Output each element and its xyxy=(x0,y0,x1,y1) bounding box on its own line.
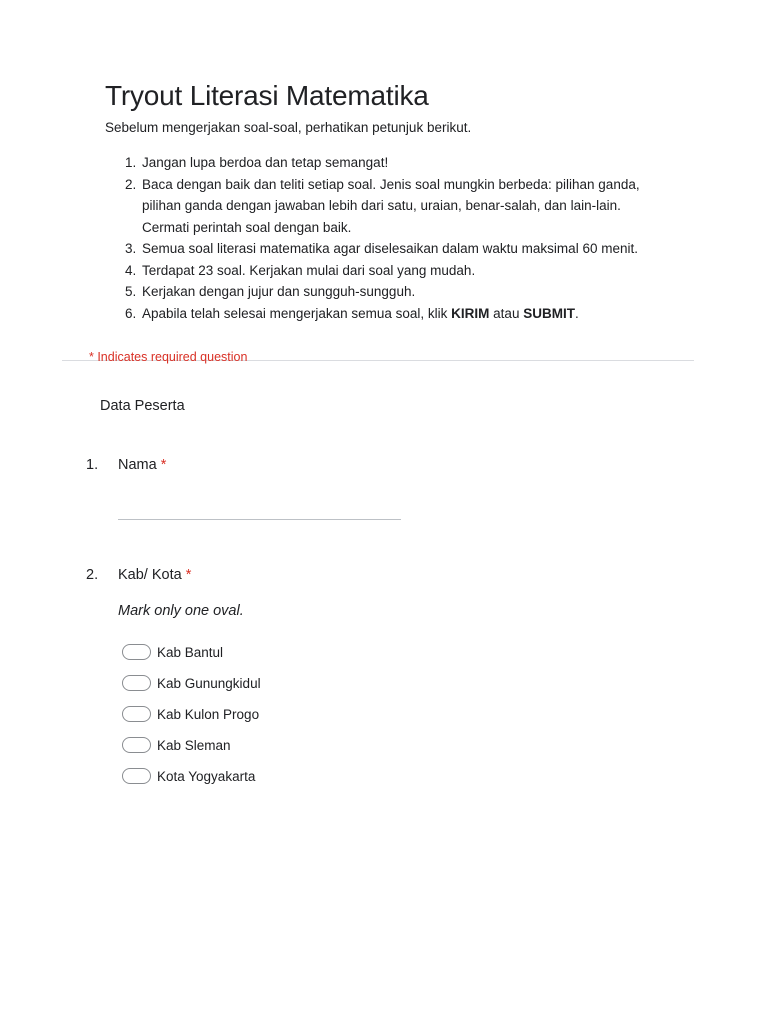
instruction-item xyxy=(125,260,670,282)
instructions-list xyxy=(125,152,670,324)
instruction-text xyxy=(142,303,670,325)
instruction-text-part: Apabila telah selesai mengerjakan semua soal, klik xyxy=(142,305,452,321)
instruction-text: Terdapat 23 soal. Kerjakan mulai dari soal yang mudah. xyxy=(142,262,476,278)
option-label: Kab Sleman xyxy=(157,737,231,753)
question-label xyxy=(118,457,166,473)
nama-answer-field[interactable] xyxy=(118,519,401,520)
question-number: 2. xyxy=(86,567,99,583)
form-title: Tryout Literasi Matematika xyxy=(105,80,429,111)
instruction-number: 6. xyxy=(125,305,137,321)
option-label: Kab Kulon Progo xyxy=(157,706,260,722)
instruction-item xyxy=(125,152,670,174)
instruction-text-part: . xyxy=(574,305,579,321)
instruction-text-part: atau xyxy=(489,305,524,321)
required-asterisk: * xyxy=(160,457,167,473)
option-label: Kab Bantul xyxy=(157,644,224,660)
instruction-text: Kerjakan dengan jujur dan sungguh-sungguh. xyxy=(142,284,416,299)
option-kota-yogyakarta[interactable] xyxy=(122,766,255,786)
oval-radio[interactable] xyxy=(122,706,151,722)
required-asterisk: * xyxy=(185,567,192,583)
oval-radio[interactable] xyxy=(122,675,151,691)
instruction-text: Semua soal literasi matematika agar diselesaikan dalam waktu maksimal 60 menit. xyxy=(142,241,638,256)
question-number: 1. xyxy=(86,457,99,473)
option-kab-kulon-progo[interactable] xyxy=(122,704,259,724)
question-label-text: Nama xyxy=(118,457,157,473)
option-label: Kab Gunungkidul xyxy=(157,675,261,691)
option-label: Kota Yogyakarta xyxy=(157,768,256,784)
instruction-item xyxy=(125,303,670,325)
oval-radio[interactable] xyxy=(122,768,151,784)
instruction-number: 1. xyxy=(125,155,137,170)
question-hint: Mark only one oval. xyxy=(118,603,244,619)
option-kab-bantul[interactable] xyxy=(122,642,223,662)
instruction-number: 5. xyxy=(125,284,137,299)
oval-radio[interactable] xyxy=(122,737,151,753)
instruction-number: 4. xyxy=(125,262,137,278)
submit-keyword: SUBMIT xyxy=(523,305,575,321)
option-kab-gunungkidul[interactable] xyxy=(122,673,261,693)
instruction-item xyxy=(125,174,670,239)
instruction-text: Baca dengan baik dan teliti setiap soal. Jenis soal mungkin berbeda: pilihan ganda, pilihan ganda dengan jawaban lebih dari satu, uraian, benar-salah, dan lain-lain. Cermati perintah soal dengan baik. xyxy=(142,176,640,235)
section-title: Data Peserta xyxy=(100,398,185,414)
instruction-number: 3. xyxy=(125,241,137,256)
required-note: * Indicates required question xyxy=(89,350,248,364)
option-kab-sleman[interactable] xyxy=(122,735,231,755)
question-label xyxy=(118,567,191,583)
form-description: Sebelum mengerjakan soal-soal, perhatikan petunjuk berikut. xyxy=(105,120,472,135)
instruction-text: Jangan lupa berdoa dan tetap semangat! xyxy=(142,155,389,170)
oval-radio[interactable] xyxy=(122,644,151,660)
kirim-keyword: KIRIM xyxy=(451,305,490,321)
instruction-number: 2. xyxy=(125,176,137,192)
instruction-item xyxy=(125,281,670,303)
question-label-text: Kab/ Kota xyxy=(118,567,182,583)
instruction-item xyxy=(125,238,670,260)
